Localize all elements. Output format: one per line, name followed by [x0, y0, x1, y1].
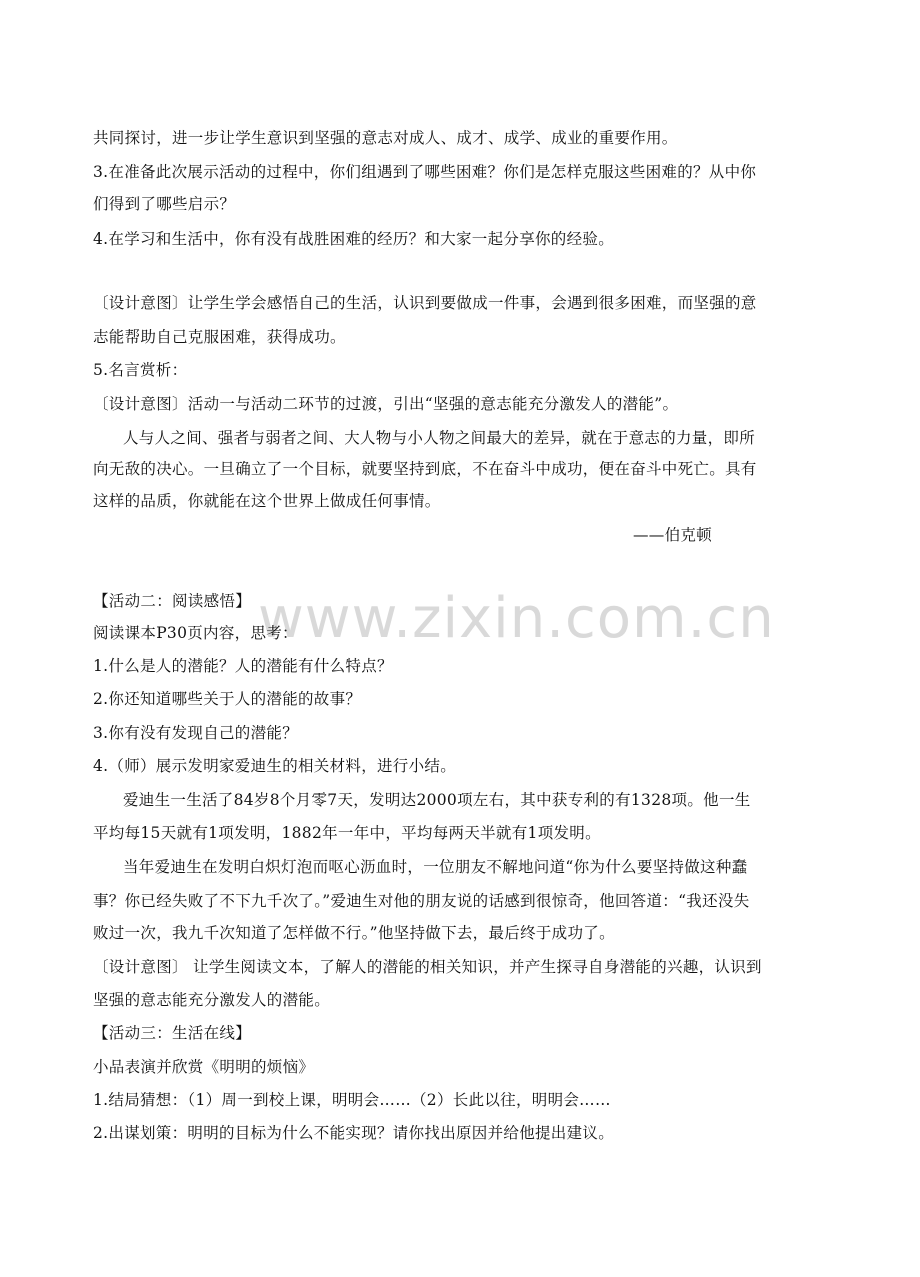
design-intent-3-line-2: 坚强的意志能充分激发人的潜能。 [93, 991, 331, 1009]
question-4: 4.在学习和生活中，你有没有战胜困难的经历？和大家一起分享你的经验。 [93, 230, 614, 248]
activity-2-question-1: 1.什么是人的潜能？人的潜能有什么特点？ [93, 657, 393, 675]
activity-2-question-2: 2.你还知道哪些关于人的潜能的故事？ [93, 690, 362, 708]
design-intent-3-line-1: 〔设计意图〕 让学生阅读文本，了解人的潜能的相关知识，并产生探寻自身潜能的兴趣，认识到 [93, 958, 762, 976]
edison-paragraph-2-line-3: 败过一次，我九千次知道了怎样做不行。”他坚持做下去，最后终于成功了。 [93, 924, 615, 942]
activity-2-question-3: 3.你有没有发现自己的潜能？ [93, 724, 298, 742]
quote-analysis-heading: 5.名言赏析： [93, 361, 188, 379]
edison-paragraph-2-line-2: 事？你已经失败了不下九千次了。”爱迪生对他的朋友说的话感到很惊奇，他回答道：“我还没失 [93, 892, 750, 910]
quote-line-1: 人与人之间、强者与弱者之间、大人物与小人物之间最大的差异，就在于意志的力量，即所 [123, 429, 756, 447]
question-3-line-2: 们得到了哪些启示？ [93, 195, 236, 213]
question-3-line-1: 3.在准备此次展示活动的过程中，你们组遇到了哪些困难？你们是怎样克服这些困难的？从中你 [93, 163, 757, 181]
paragraph-line: 共同探讨，进一步让学生意识到坚强的意志对成人、成才、成学、成业的重要作用。 [93, 129, 678, 147]
activity-2-question-4: 4.（师）展示发明家爱迪生的相关材料，进行小结。 [93, 757, 456, 775]
quote-line-2: 向无敌的决心。一旦确立了一个目标，就要坚持到底，不在奋斗中成功，便在奋斗中死亡。具有 [93, 460, 757, 478]
activity-2-heading: 【活动二：阅读感悟】 [93, 592, 252, 610]
quote-author: ——伯克顿 [633, 526, 713, 544]
edison-paragraph-1-line-2: 平均每15天就有1项发明，1882年一年中，平均每两天半就有1项发明。 [93, 824, 601, 842]
design-intent-1-line-1: 〔设计意图〕让学生学会感悟自己的生活，认识到要做成一件事，会遇到很多困难，而坚强的意 [93, 294, 757, 312]
edison-paragraph-1-line-1: 爱迪生一生活了84岁8个月零7天，发明达2000项左右，其中获专利的有1328项。他一生 [123, 791, 751, 809]
edison-paragraph-2-line-1: 当年爱迪生在发明白炽灯泡而呕心沥血时，一位朋友不解地问道“你为什么要坚持做这种蠢 [123, 858, 748, 876]
skit-title: 小品表演并欣赏《明明的烦恼》 [93, 1058, 315, 1076]
reading-instruction: 阅读课本P30页内容，思考： [93, 624, 298, 642]
design-intent-2: 〔设计意图〕活动一与活动二环节的过渡，引出“坚强的意志能充分激发人的潜能”。 [93, 395, 679, 413]
activity-3-question-2: 2.出谋划策：明明的目标为什么不能实现？请你找出原因并给他提出建议。 [93, 1124, 614, 1142]
design-intent-1-line-2: 志能帮助自己克服困难，获得成功。 [93, 328, 346, 346]
activity-3-heading: 【活动三：生活在线】 [93, 1024, 252, 1042]
watermark: www.zixin.com.cn [258, 586, 775, 651]
activity-3-question-1: 1.结局猜想：（1）周一到校上课，明明会……（2）长此以往，明明会…… [93, 1091, 611, 1109]
quote-line-3: 这样的品质，你就能在这个世界上做成任何事情。 [93, 492, 441, 510]
